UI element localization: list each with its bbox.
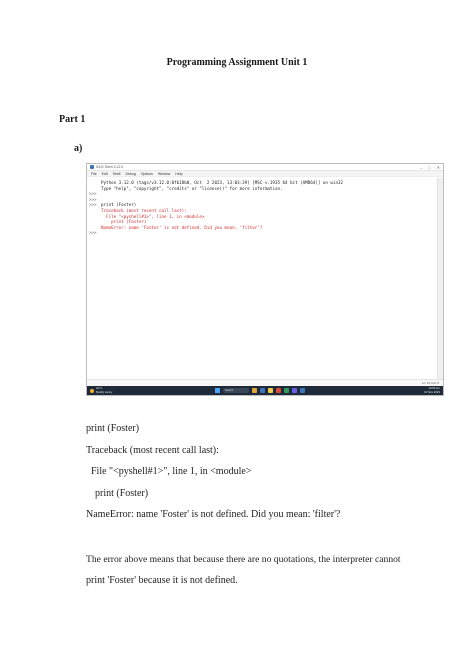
window-titlebar [87,164,443,171]
menu-window[interactable]: Window [157,171,171,176]
idle-shell-screenshot [86,163,444,396]
python-icon [90,165,94,169]
windows-start-icon[interactable] [215,388,220,393]
code-line-nameerror: NameError: name 'Foster' is not defined. Did you mean: 'filter'? [86,509,341,520]
shell-line-text: Type "help", "copyright", "credits" or "license()" for more information. [101,185,283,191]
sub-heading: a) [74,143,83,154]
taskbar-app-icon[interactable] [300,388,305,393]
code-line-file: File "<pyshell#1>", line 1, in <module> [91,466,252,477]
weather-desc: Mostly sunny [96,389,113,394]
menu-debug[interactable]: Debug [125,171,136,176]
shell-text-area[interactable] [87,178,437,379]
status-bar: Ln: 10 Col: 0 [87,379,443,386]
shell-line-text: File "<pyshell#1>", line 1, in <module> [101,213,205,219]
menu-bar [87,171,443,177]
shell-prompt: >>> [89,202,97,208]
shell-output [89,180,343,236]
menu-help[interactable]: Help [175,171,183,176]
menu-edit[interactable]: Edit [101,171,108,176]
taskbar [87,386,443,395]
clock-date: 10 Nov 2023 [424,389,440,394]
part-heading: Part 1 [59,114,86,125]
shell-line-text: NameError: name 'Foster' is not defined. Did you mean: 'filter'? [101,224,263,230]
menu-shell[interactable]: Shell [112,171,121,176]
weather-widget[interactable] [87,387,167,393]
shell-prompt: >>> [89,191,97,197]
clock[interactable] [424,387,440,393]
weather-temp: 22°C [96,386,103,391]
shell-line-text: Python 3.12.0 (tags/v3.12.0:0fb18b0, Oct 2 2023, 13:03:39) [MSC v.1935 64 bit (AMD64)] on win32 [101,180,344,185]
taskbar-app-icon[interactable] [276,388,281,393]
taskbar-app-icon[interactable] [252,388,257,393]
taskbar-center [167,388,353,393]
code-line-traceback: Traceback (most recent call last): [86,445,219,456]
shell-prompt: >>> [89,196,97,202]
taskbar-app-icon[interactable] [260,388,265,393]
menu-file[interactable]: File [91,171,97,176]
shell-line-text: print (Foster) [101,202,137,208]
code-line-print: print (Foster) [86,423,140,434]
shell-line-text: print (Foster) [101,219,147,225]
document-title: Programming Assignment Unit 1 [166,57,308,68]
minimize-icon[interactable]: – [419,164,423,170]
shell-prompt: >>> [89,230,97,236]
clock-time: 10:59 am [428,386,440,391]
shell-line [89,230,343,236]
shell-line-text: Traceback (most recent call last): [101,207,187,213]
maximize-icon[interactable]: □ [428,164,431,170]
window-controls [420,165,440,170]
vertical-scrollbar[interactable] [437,178,443,379]
sun-icon [90,389,94,393]
explanation-line-1: The error above means that because there are no quotations, the interpreter cannot [86,554,401,565]
taskbar-search[interactable]: Search [223,388,249,393]
taskbar-app-icon[interactable] [284,388,289,393]
close-icon[interactable]: ✕ [436,164,440,170]
menu-options[interactable]: Options [140,171,153,176]
window-title: IDLE Shell 3.12.0 [96,165,124,169]
system-tray [353,387,443,393]
taskbar-app-icon[interactable] [292,388,297,393]
taskbar-app-icon[interactable] [268,388,273,393]
code-line-print-indented: print (Foster) [95,488,149,499]
explanation-line-2: print 'Foster' because it is not defined. [86,575,238,586]
